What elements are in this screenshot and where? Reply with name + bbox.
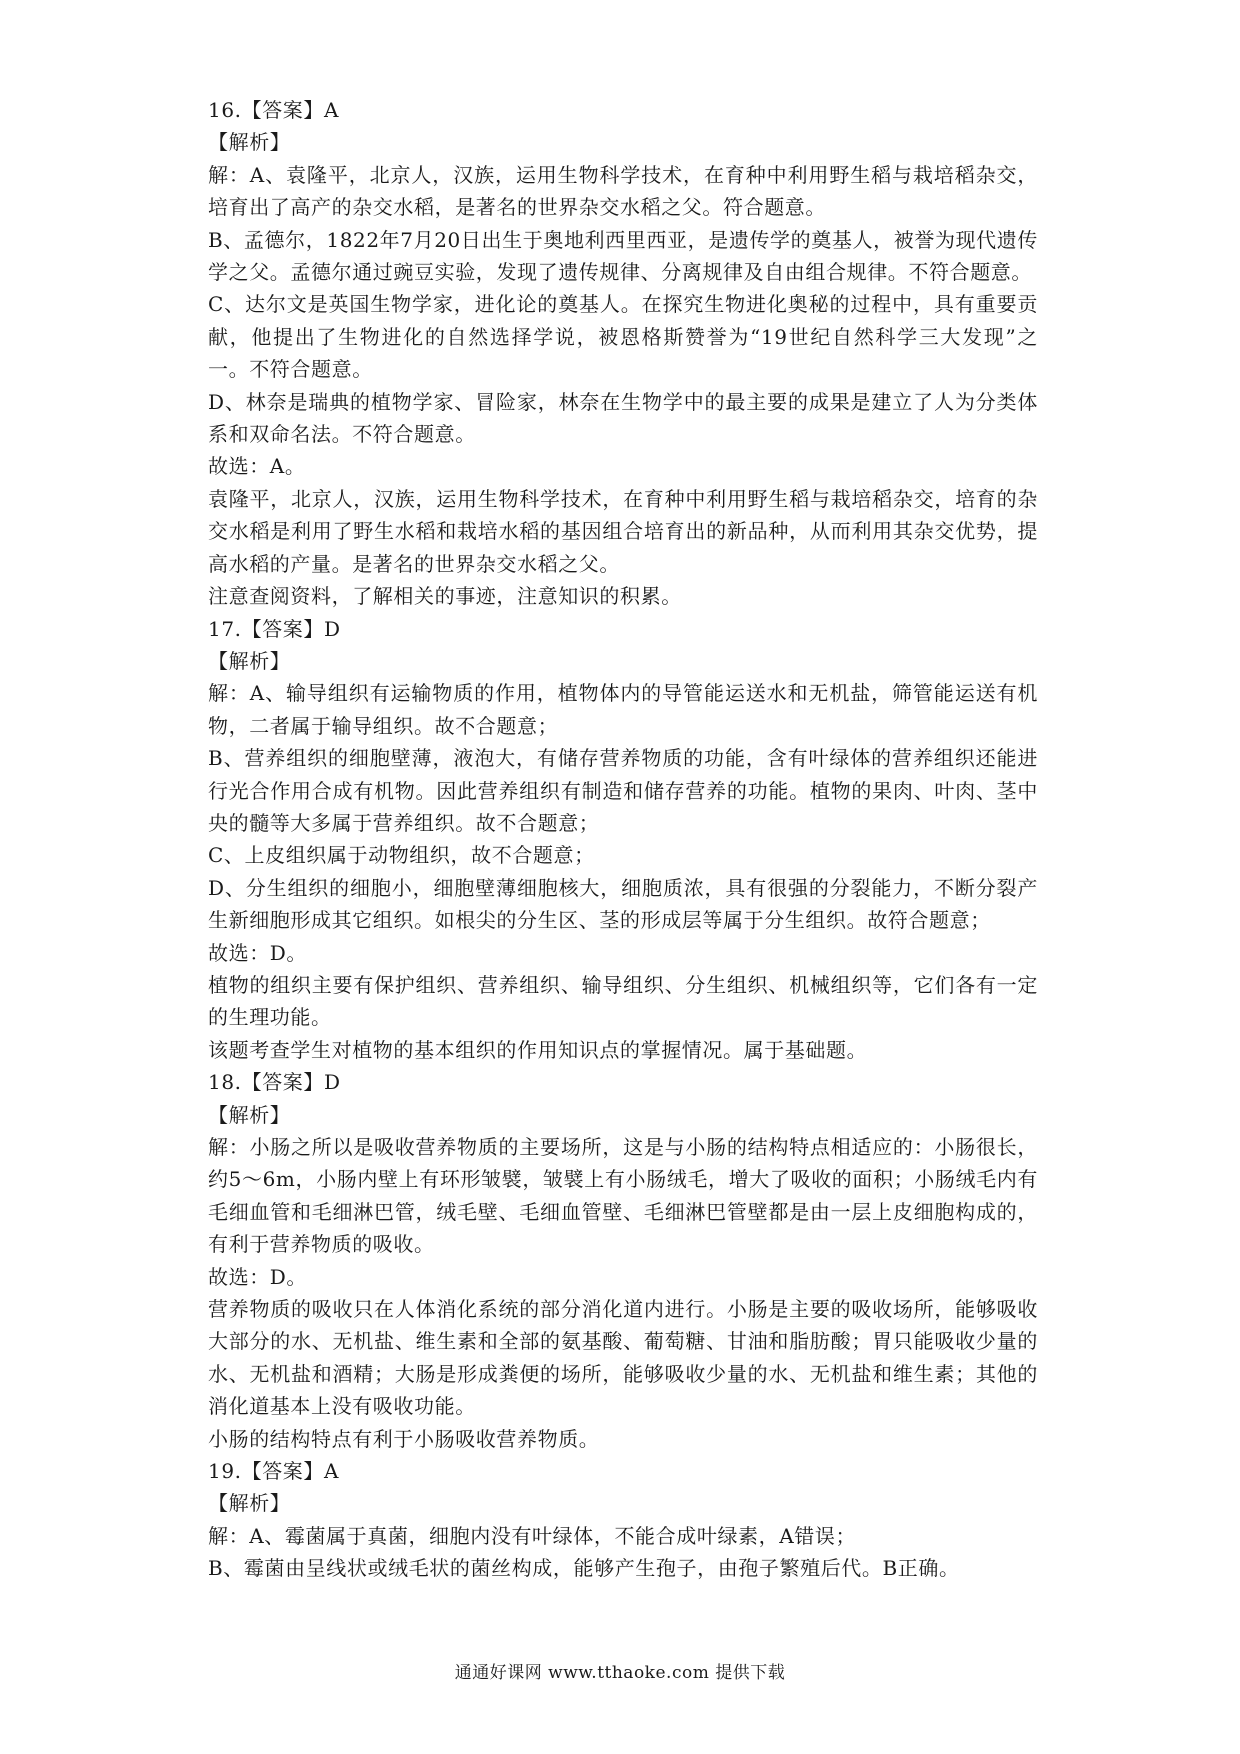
paragraph: 该题考查学生对植物的基本组织的作用知识点的掌握情况。属于基础题。 <box>208 1037 868 1062</box>
paragraph: 解：A、霉菌属于真菌，细胞内没有叶绿体，不能合成叶绿素，A错误； <box>208 1523 857 1548</box>
analysis-heading: 【解析】 <box>208 1491 291 1516</box>
paragraph: 解：A、袁隆平，北京人，汉族，运用生物科学技术，在育种中利用野生稻与栽培稻杂交，培育出了高产的杂交水稻，是著名的世界杂交水稻之父。符合题意。 <box>208 162 1038 220</box>
paragraph: C、达尔文是英国生物学家，进化论的奠基人。在探究生物进化奥秘的过程中，具有重要贡献，他提出了生物进化的自然选择学说，被恩格斯赞誉为“19世纪自然科学三大发现”之一。不符合题意。 <box>208 292 1038 382</box>
answer-heading-19: 19.【答案】A <box>208 1459 340 1484</box>
paragraph: 故选：A。 <box>208 454 306 479</box>
paragraph: 故选：D。 <box>208 1264 308 1289</box>
paragraph: 解：小肠之所以是吸收营养物质的主要场所，这是与小肠的结构特点相适应的：小肠很长，约5～6m，小肠内壁上有环形皱襞，皱襞上有小肠绒毛，增大了吸收的面积；小肠绒毛内有毛细血管和毛细淋巴管，绒毛壁、毛细血管壁、毛细淋巴管壁都是由一层上皮细胞构成的，有利于营养物质的吸收。 <box>208 1135 1038 1257</box>
analysis-heading: 【解析】 <box>208 648 291 673</box>
paragraph: D、林奈是瑞典的植物学家、冒险家，林奈在生物学中的最主要的成果是建立了人为分类体系和双命名法。不符合题意。 <box>208 389 1038 447</box>
paragraph: 注意查阅资料，了解相关的事迹，注意知识的积累。 <box>208 584 682 609</box>
paragraph: 解：A、输导组织有运输物质的作用，植物体内的导管能运送水和无机盐，筛管能运送有机物，二者属于输导组织。故不合题意； <box>208 681 1038 738</box>
page-footer: 通通好课网 www.tthaoke.com 提供下载 <box>454 1663 786 1683</box>
analysis-heading: 【解析】 <box>208 1102 291 1127</box>
paragraph: B、霉菌由呈线状或绒毛状的菌丝构成，能够产生孢子，由孢子繁殖后代。B正确。 <box>208 1556 960 1581</box>
paragraph: D、分生组织的细胞小，细胞壁薄细胞核大，细胞质浓，具有很强的分裂能力，不断分裂产生新细胞形成其它组织。如根尖的分生区、茎的形成层等属于分生组织。故符合题意； <box>208 875 1038 933</box>
answer-heading-17: 17.【答案】D <box>208 616 341 641</box>
document-body <box>208 94 1038 1585</box>
paragraph: 故选：D。 <box>208 940 308 965</box>
paragraph: 小肠的结构特点有利于小肠吸收营养物质。 <box>208 1426 600 1451</box>
paragraph: 营养物质的吸收只在人体消化系统的部分消化道内进行。小肠是主要的吸收场所，能够吸收大部分的水、无机盐、维生素和全部的氨基酸、葡萄糖、甘油和脂肪酸；胃只能吸收少量的水、无机盐和酒精；大肠是形成粪便的场所，能够吸收少量的水、无机盐和维生素；其他的消化道基本上没有吸收功能。 <box>208 1297 1038 1419</box>
paragraph: 袁隆平，北京人，汉族，运用生物科学技术，在育种中利用野生稻与栽培稻杂交，培育的杂交水稻是利用了野生水稻和栽培水稻的基因组合培育出的新品种，从而利用其杂交优势，提高水稻的产量。是著名的世界杂交水稻之父。 <box>208 486 1038 576</box>
paragraph: B、孟德尔，1822年7月20日出生于奥地利西里西亚，是遗传学的奠基人，被誉为现代遗传学之父。孟德尔通过豌豆实验，发现了遗传规律、分离规律及自由组合规律。不符合题意。 <box>208 227 1038 285</box>
analysis-heading: 【解析】 <box>208 130 291 155</box>
paragraph: 植物的组织主要有保护组织、营养组织、输导组织、分生组织、机械组织等，它们各有一定的生理功能。 <box>208 972 1038 1030</box>
answer-heading-16: 16.【答案】A <box>208 98 340 122</box>
paragraph: C、上皮组织属于动物组织，故不合题意； <box>208 843 595 868</box>
paragraph: B、营养组织的细胞壁薄，液泡大，有储存营养物质的功能，含有叶绿体的营养组织还能进行光合作用合成有机物。因此营养组织有制造和储存营养的功能。植物的果肉、叶肉、茎中央的髓等大多属于营养组织。故不合题意； <box>208 746 1038 835</box>
answer-heading-18: 18.【答案】D <box>208 1070 341 1095</box>
